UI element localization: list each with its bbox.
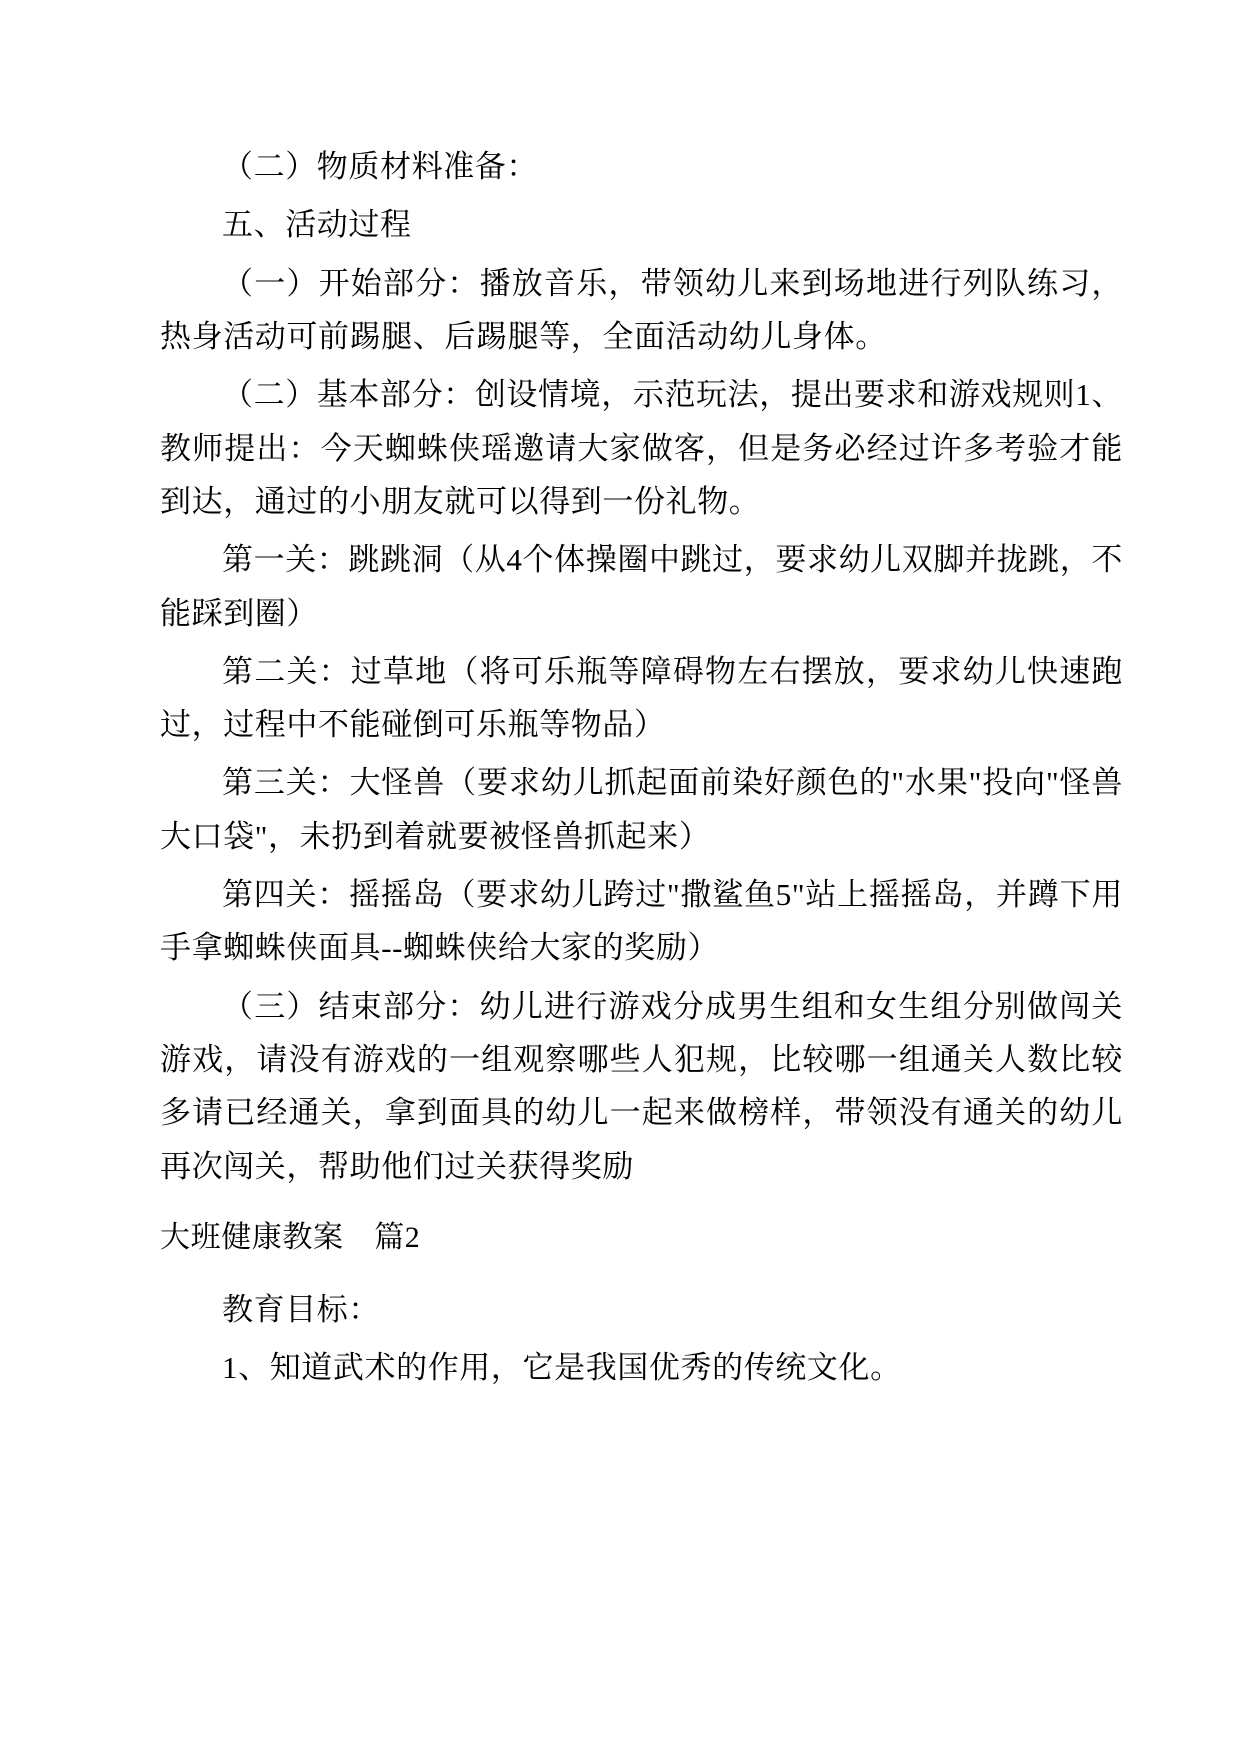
paragraph-material-prep: （二）物质材料准备： (222, 149, 538, 184)
heading-lesson-plan-2: 大班健康教案 篇2 (160, 1220, 421, 1254)
paragraph-level-four: 第四关：摇摇岛（要求幼儿跨过"撒鲨鱼5"站上摇摇岛，并蹲下用手拿蜘蛛侠面具--蜘蛛侠给大家的奖励） (160, 877, 1123, 966)
paragraph-education-goals-label: 教育目标： (222, 1291, 380, 1327)
paragraph-opening-part: （一）开始部分：播放音乐，带领幼儿来到场地进行列队练习，热身活动可前踢腿、后踢腿等，全面活动幼儿身体。 (160, 265, 1123, 354)
paragraph-goal-one: 1、知道武术的作用，它是我国优秀的传统文化。 (222, 1349, 902, 1385)
section-spacer (160, 1198, 1123, 1212)
paragraph-basic-part: （二）基本部分：创设情境，示范玩法，提出要求和游戏规则1、教师提出：今天蜘蛛侠瑶邀请大家做客，但是务必经过许多考验才能到达，通过的小朋友就可以得到一份礼物。 (160, 377, 1123, 519)
heading-spacer (160, 1269, 1123, 1283)
document-body (160, 140, 1123, 1394)
paragraph-section-five-heading: 五、活动过程 (222, 207, 412, 243)
paragraph-closing-part: （三）结束部分：幼儿进行游戏分成男生组和女生组分别做闯关游戏，请没有游戏的一组观察哪些人犯规，比较哪一组通关人数比较多请已经通关，拿到面具的幼儿一起来做榜样，带领没有通关的幼儿再次闯关，帮助他们过关获得奖励 (160, 988, 1123, 1184)
paragraph-level-two: 第二关：过草地（将可乐瓶等障碍物左右摆放，要求幼儿快速跑过，过程中不能碰倒可乐瓶等物品） (160, 653, 1123, 743)
paragraph-level-one: 第一关：跳跳洞（从4个体操圈中跳过，要求幼儿双脚并拢跳，不能踩到圈） (160, 542, 1123, 631)
paragraph-level-three: 第三关：大怪兽（要求幼儿抓起面前染好颜色的"水果"投向"怪兽大口袋"，未扔到着就要被怪兽抓起来） (160, 765, 1123, 854)
